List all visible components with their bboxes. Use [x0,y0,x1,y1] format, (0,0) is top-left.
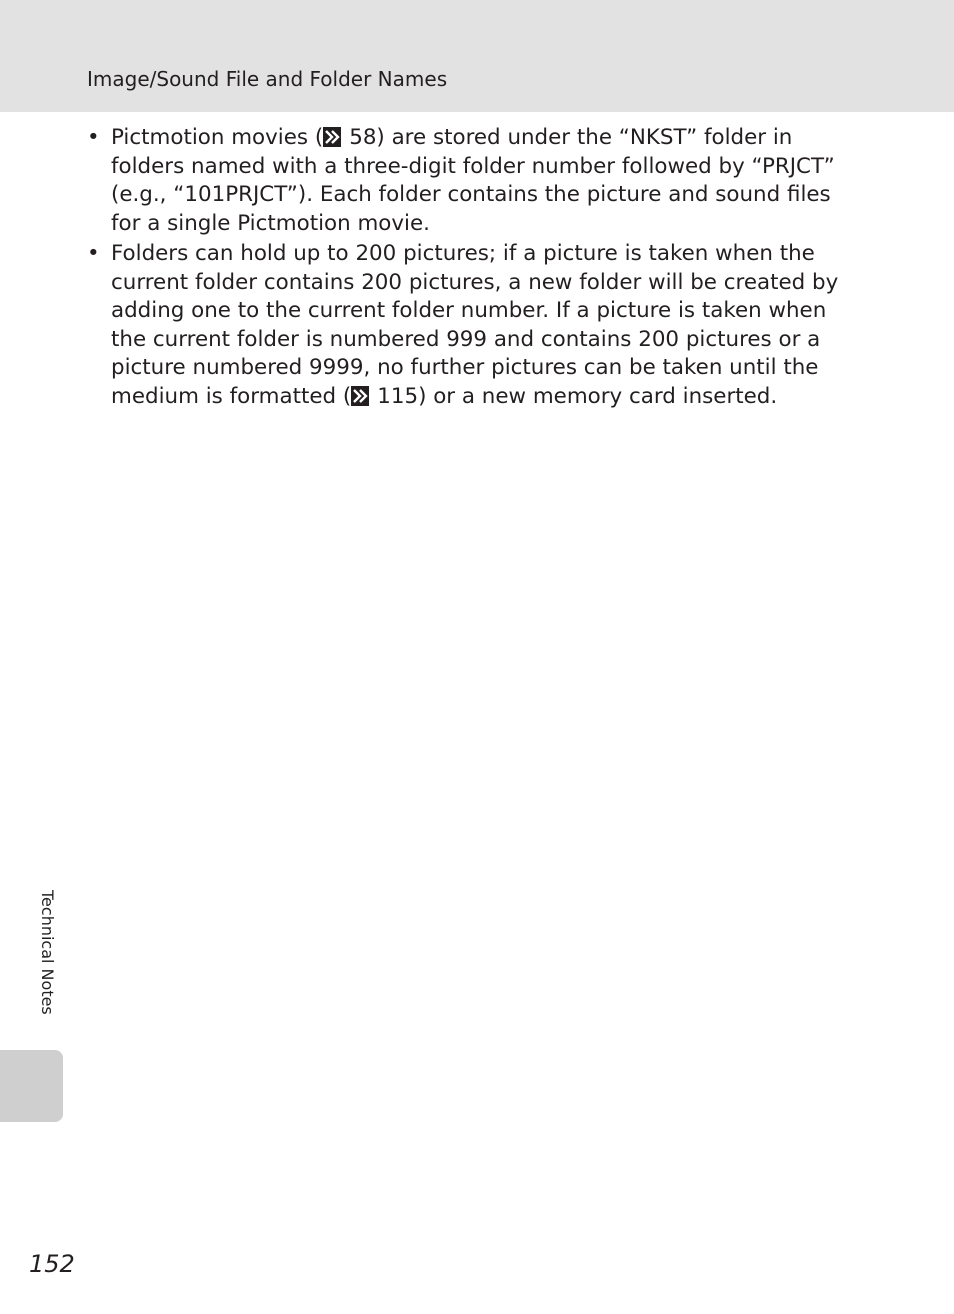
bullet-text-start: Folders can hold up to 200 pictures; if a picture is taken when the current folder contains 200 pictures, a new folder will be created by adding one to the current folder number. If a picture is taken when the current folder is numbered 999 and contains 200 pictures or a picture numbered 9999, no further pictures can be taken until the medium is formatted ( [111,241,839,409]
list-item [0,240,863,411]
bullet-dot: • [87,241,100,266]
page-number: 152 [29,1250,75,1278]
side-tab-label: Technical Notes [38,890,57,1015]
bullet-text-end: ) are stored under the “NKST” folder in folders named with a three-digit folder number followed by “PRJCT” (e.g., “101PRJCT”). Each folder contains the picture and sound files for a single Pictmotion movie. [111,125,835,236]
bullet-list [0,124,954,413]
page-reference-icon [323,127,341,147]
list-item [0,124,863,238]
side-tab-marker [0,1050,63,1122]
page-reference-icon [351,386,369,406]
bullet-text-start: Pictmotion movies ( [111,125,324,150]
section-title: Image/Sound File and Folder Names [87,67,448,91]
page-reference-number[interactable]: 58 [349,125,377,150]
bullet-text-end: ) or a new memory card inserted. [418,383,778,409]
page-reference-number[interactable]: 115 [377,383,419,409]
bullet-dot: • [87,125,100,150]
header-band [0,0,954,112]
